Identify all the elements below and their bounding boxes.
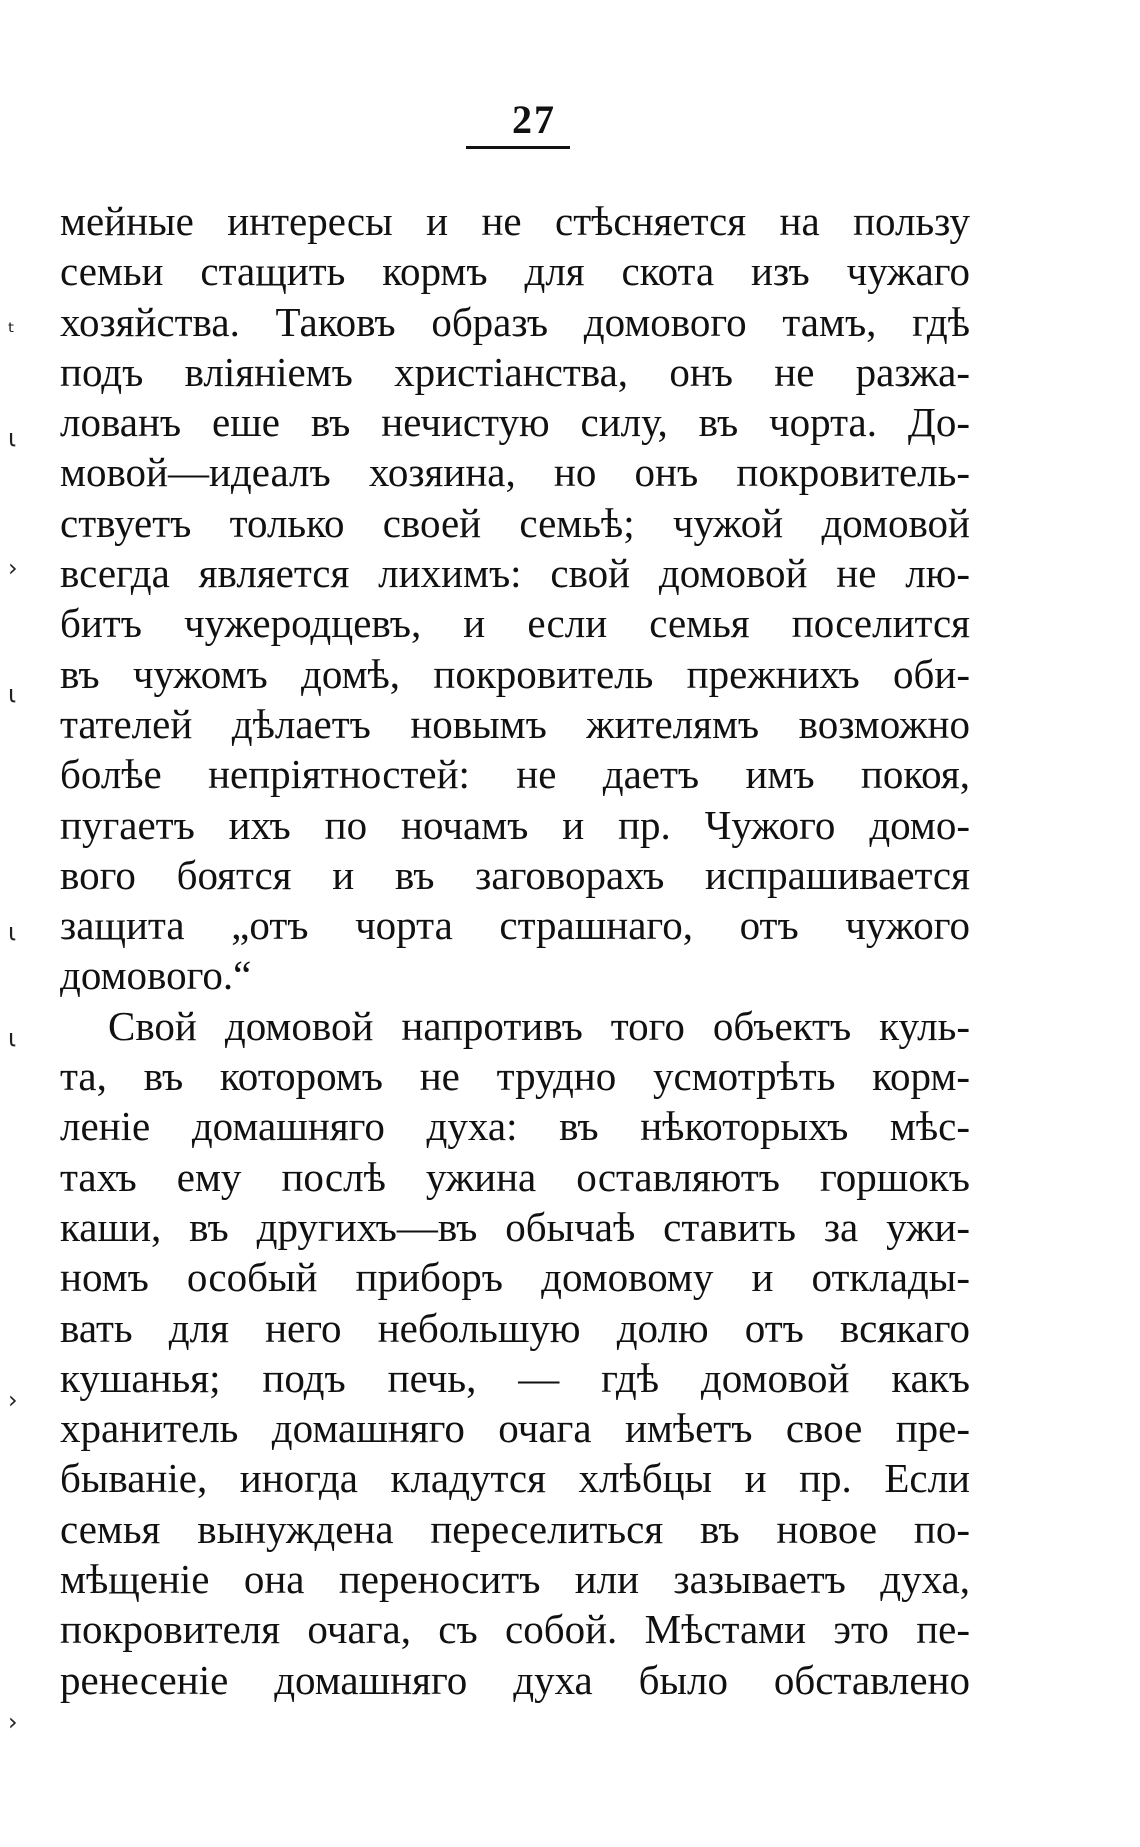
- text-line: вать для него небольшую долю отъ всякаго: [60, 1304, 970, 1351]
- text-line: мовой—идеалъ хозяина, но онъ покровитель-: [60, 449, 970, 496]
- gutter-mark: ι: [8, 424, 17, 452]
- page-header: [0, 96, 1140, 144]
- text-line: хозяйства. Таковъ образъ домового тамъ, гдѣ: [60, 298, 970, 345]
- text-line: тахъ ему послѣ ужина оставляютъ горшокъ: [60, 1153, 970, 1200]
- gutter-mark: ι: [8, 918, 17, 946]
- text-line: домового.“: [60, 952, 252, 999]
- body-text: [60, 196, 970, 1705]
- gutter-mark: ι: [8, 1024, 17, 1052]
- text-line: лованъ еше въ нечистую силу, въ чорта. До-: [60, 399, 970, 446]
- header-rule: [466, 146, 570, 149]
- paragraph-2: [60, 1001, 970, 1705]
- text-line: мейные интересы и не стѣсняется на пользу: [60, 198, 970, 244]
- text-line: номъ особый приборъ домовому и отклады-: [60, 1254, 970, 1301]
- text-line: всегда является лихимъ: свой домовой не лю-: [60, 550, 970, 597]
- text-line: защита „отъ чорта страшнаго, отъ чужого: [60, 902, 970, 949]
- text-line: семьи стащить кормъ для скота изъ чужаго: [60, 248, 970, 295]
- text-line: вого боятся и въ заговорахъ испрашивается: [60, 851, 970, 898]
- gutter-mark: ι: [8, 680, 17, 708]
- text-line: подъ вліяніемъ христіанства, онъ не разжа-: [60, 348, 970, 395]
- text-line: болѣе непріятностей: не даетъ имъ покоя,: [60, 751, 970, 798]
- text-line: покровителя очага, съ собой. Мѣстами это пе-: [60, 1606, 970, 1653]
- text-line: мѣщеніе она переноситъ или зазываетъ духа,: [60, 1556, 970, 1603]
- text-line: бываніе, иногда кладутся хлѣбцы и пр. Если: [60, 1455, 970, 1502]
- text-line: Свой домовой напротивъ того объектъ куль-: [108, 1002, 970, 1049]
- gutter-mark: ›: [8, 1386, 18, 1414]
- text-line: тателей дѣлаетъ новымъ жителямъ возможно: [60, 700, 970, 747]
- text-line: ренесеніе домашняго духа было обставлено: [60, 1656, 970, 1703]
- text-line: пугаетъ ихъ по ночамъ и пр. Чужого домо-: [60, 801, 970, 848]
- text-line: леніе домашняго духа: въ нѣкоторыхъ мѣс-: [60, 1103, 970, 1150]
- text-line: ствуетъ только своей семьѣ; чужой домовой: [60, 499, 970, 546]
- text-line: семья вынуждена переселиться въ новое по-: [60, 1505, 970, 1552]
- text-line: каши, въ другихъ—въ обычаѣ ставить за ужи-: [60, 1203, 970, 1250]
- text-line: битъ чужеродцевъ, и если семья поселится: [60, 600, 970, 647]
- text-line: кушанья; подъ печь, — гдѣ домовой какъ: [60, 1354, 970, 1401]
- page-number: 27: [512, 97, 556, 142]
- gutter-mark: ᵗ: [8, 318, 16, 346]
- text-line: та, въ которомъ не трудно усмотрѣть корм-: [60, 1053, 970, 1100]
- text-line: въ чужомъ домѣ, покровитель прежнихъ оби-: [60, 650, 970, 697]
- gutter-mark: ›: [8, 554, 18, 582]
- paragraph-1: [60, 196, 970, 1001]
- gutter-mark: ›: [8, 1708, 18, 1736]
- text-line: хранитель домашняго очага имѣетъ свое пре-: [60, 1405, 970, 1452]
